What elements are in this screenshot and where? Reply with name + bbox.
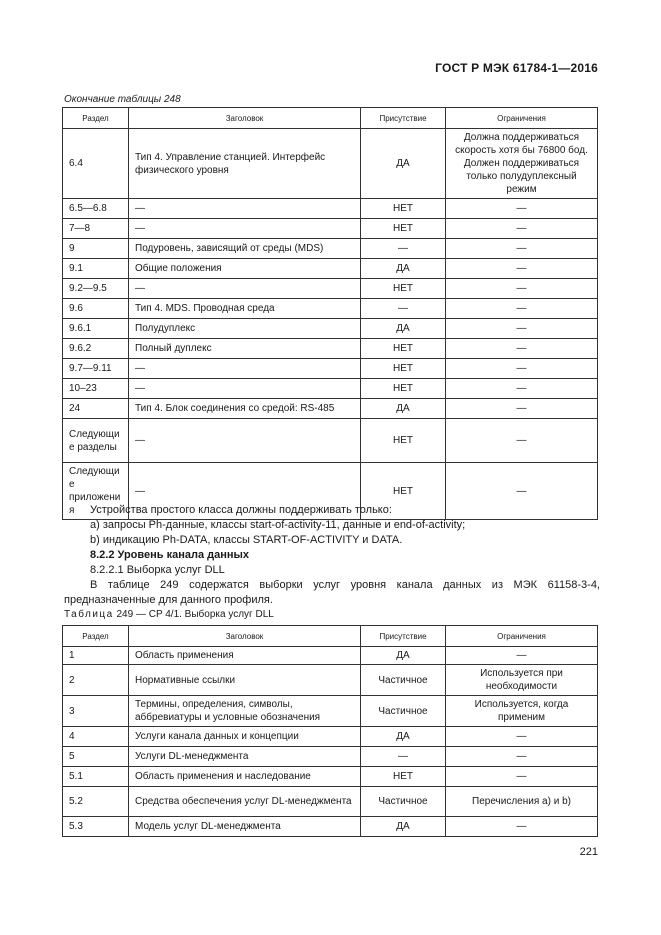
table-row [63,696,598,727]
table-cell: — [129,463,361,520]
page-number: 221 [579,846,598,858]
table-row [63,239,598,259]
table-cell: ДА [361,647,446,665]
column-header: Заголовок [129,626,361,647]
table-cell: 3 [63,696,129,727]
table-row [63,399,598,419]
table-row [63,259,598,279]
table-cell: 2 [63,665,129,696]
table-cell: 5.1 [63,767,129,787]
table-cell: Область применения и наследование [129,767,361,787]
table-cell: 6.5—6.8 [63,199,129,219]
table-row [63,129,598,199]
table-cell: — [446,279,598,299]
body-text [64,503,600,608]
document-header: ГОСТ Р МЭК 61784-1—2016 [435,61,598,75]
table-row [63,199,598,219]
column-header: Заголовок [129,108,361,129]
table-cell: — [361,747,446,767]
table-cell: — [446,727,598,747]
table-row [63,279,598,299]
table-header-row [63,108,598,129]
table-cell: Тип 4. MDS. Проводная среда [129,299,361,319]
table-cell: НЕТ [361,767,446,787]
table-row [63,767,598,787]
table-cell: Услуги DL-менеджмента [129,747,361,767]
table-row [63,787,598,817]
table-cell: Частичное [361,787,446,817]
table-cell: — [446,199,598,219]
table-cell: — [446,747,598,767]
table-cell: 5.3 [63,817,129,837]
table-cell: ДА [361,727,446,747]
table-cell: НЕТ [361,419,446,463]
table-row [63,359,598,379]
table-cell: — [129,359,361,379]
paragraph: а) запросы Ph-данные, классы start-of-activity-11, данные и end-of-activity; [90,519,466,531]
table-cell: — [361,299,446,319]
table-cell: — [446,359,598,379]
table-cell: — [129,219,361,239]
table-248-caption: Окончание таблицы 248 [64,94,181,105]
table-cell: НЕТ [361,463,446,520]
table-cell: Следующие разделы [63,419,129,463]
table-cell: — [446,379,598,399]
table-cell: 24 [63,399,129,419]
column-header: Ограничения [446,108,598,129]
table-cell: Должна поддерживаться скорость хотя бы 76800 бод. Должен поддерживаться только полудуплексный режим [446,129,598,199]
table-cell: Термины, определения, символы, аббревиатуры и условные обозначения [129,696,361,727]
table-cell: — [446,399,598,419]
table-cell: НЕТ [361,219,446,239]
table-row [63,817,598,837]
table-cell: — [446,219,598,239]
section-heading: 8.2.2 Уровень канала данных [90,549,250,561]
table-row [63,419,598,463]
table-cell: — [446,817,598,837]
table-cell: Используется при необходимости [446,665,598,696]
table-row [63,665,598,696]
table-cell: Частичное [361,665,446,696]
table-cell: Полный дуплекс [129,339,361,359]
table-cell: ДА [361,259,446,279]
table-cell: 5 [63,747,129,767]
table-cell: 9.6.1 [63,319,129,339]
table-249-caption [64,609,274,620]
column-header: Присутствие [361,626,446,647]
paragraph: В таблице 249 содержатся выборки услуг уровня канала данных из МЭК 61158-3-4, предназначенные для данного профиля. [64,579,600,606]
table-cell: Подуровень, зависящий от среды (MDS) [129,239,361,259]
caption-rest: 249 — CP 4/1. Выборка услуг DLL [113,609,274,620]
table-cell: — [446,647,598,665]
table-cell: ДА [361,129,446,199]
table-cell: ДА [361,399,446,419]
table-cell: 1 [63,647,129,665]
table-cell: 7—8 [63,219,129,239]
table-cell: — [129,419,361,463]
column-header: Раздел [63,108,129,129]
table-cell: Полудуплекс [129,319,361,339]
column-header: Присутствие [361,108,446,129]
table-row [63,379,598,399]
table-cell: 9 [63,239,129,259]
paragraph: b) индикацию Ph-DATA, классы START-OF-ACTIVITY и DATA. [90,534,403,546]
table-cell: Нормативные ссылки [129,665,361,696]
table-249 [62,625,598,837]
table-cell: — [446,299,598,319]
table-cell: — [361,239,446,259]
table-248 [62,107,598,520]
table-cell: Общие положения [129,259,361,279]
table-row [63,319,598,339]
table-cell: 9.6 [63,299,129,319]
table-cell: Используется, когда применим [446,696,598,727]
table-row [63,219,598,239]
table-cell: Область применения [129,647,361,665]
table-cell: Частичное [361,696,446,727]
table-cell: — [446,419,598,463]
table-cell: Средства обеспечения услуг DL-менеджмента [129,787,361,817]
table-row [63,647,598,665]
table-cell: — [129,199,361,219]
table-cell: Тип 4. Блок соединения со средой: RS-485 [129,399,361,419]
table-cell: 9.6.2 [63,339,129,359]
table-cell: — [129,379,361,399]
table-cell: Модель услуг DL-менеджмента [129,817,361,837]
caption-prefix: Таблица [64,609,114,620]
paragraph: 8.2.2.1 Выборка услуг DLL [90,564,225,576]
table-header-row [63,626,598,647]
table-cell: — [446,339,598,359]
table-cell: 6.4 [63,129,129,199]
table-cell: НЕТ [361,279,446,299]
table-row [63,339,598,359]
table-cell: — [446,463,598,520]
table-cell: 10–23 [63,379,129,399]
table-cell: ДА [361,817,446,837]
table-row [63,727,598,747]
column-header: Раздел [63,626,129,647]
table-cell: 5.2 [63,787,129,817]
table-cell: — [446,259,598,279]
table-row [63,747,598,767]
table-cell: НЕТ [361,339,446,359]
table-cell: — [446,239,598,259]
table-cell: Следующие приложения [63,463,129,520]
table-cell: ДА [361,319,446,339]
column-header: Ограничения [446,626,598,647]
table-cell: НЕТ [361,359,446,379]
table-cell: — [129,279,361,299]
table-cell: 9.7—9.11 [63,359,129,379]
table-row [63,299,598,319]
paragraph: Устройства простого класса должны поддерживать только: [90,504,392,516]
table-cell: — [446,767,598,787]
table-cell: Перечисления а) и b) [446,787,598,817]
table-cell: 4 [63,727,129,747]
table-cell: — [446,319,598,339]
table-cell: НЕТ [361,379,446,399]
table-cell: Услуги канала данных и концепции [129,727,361,747]
table-cell: 9.1 [63,259,129,279]
table-cell: НЕТ [361,199,446,219]
table-cell: 9.2—9.5 [63,279,129,299]
table-cell: Тип 4. Управление станцией. Интерфейс физического уровня [129,129,361,199]
